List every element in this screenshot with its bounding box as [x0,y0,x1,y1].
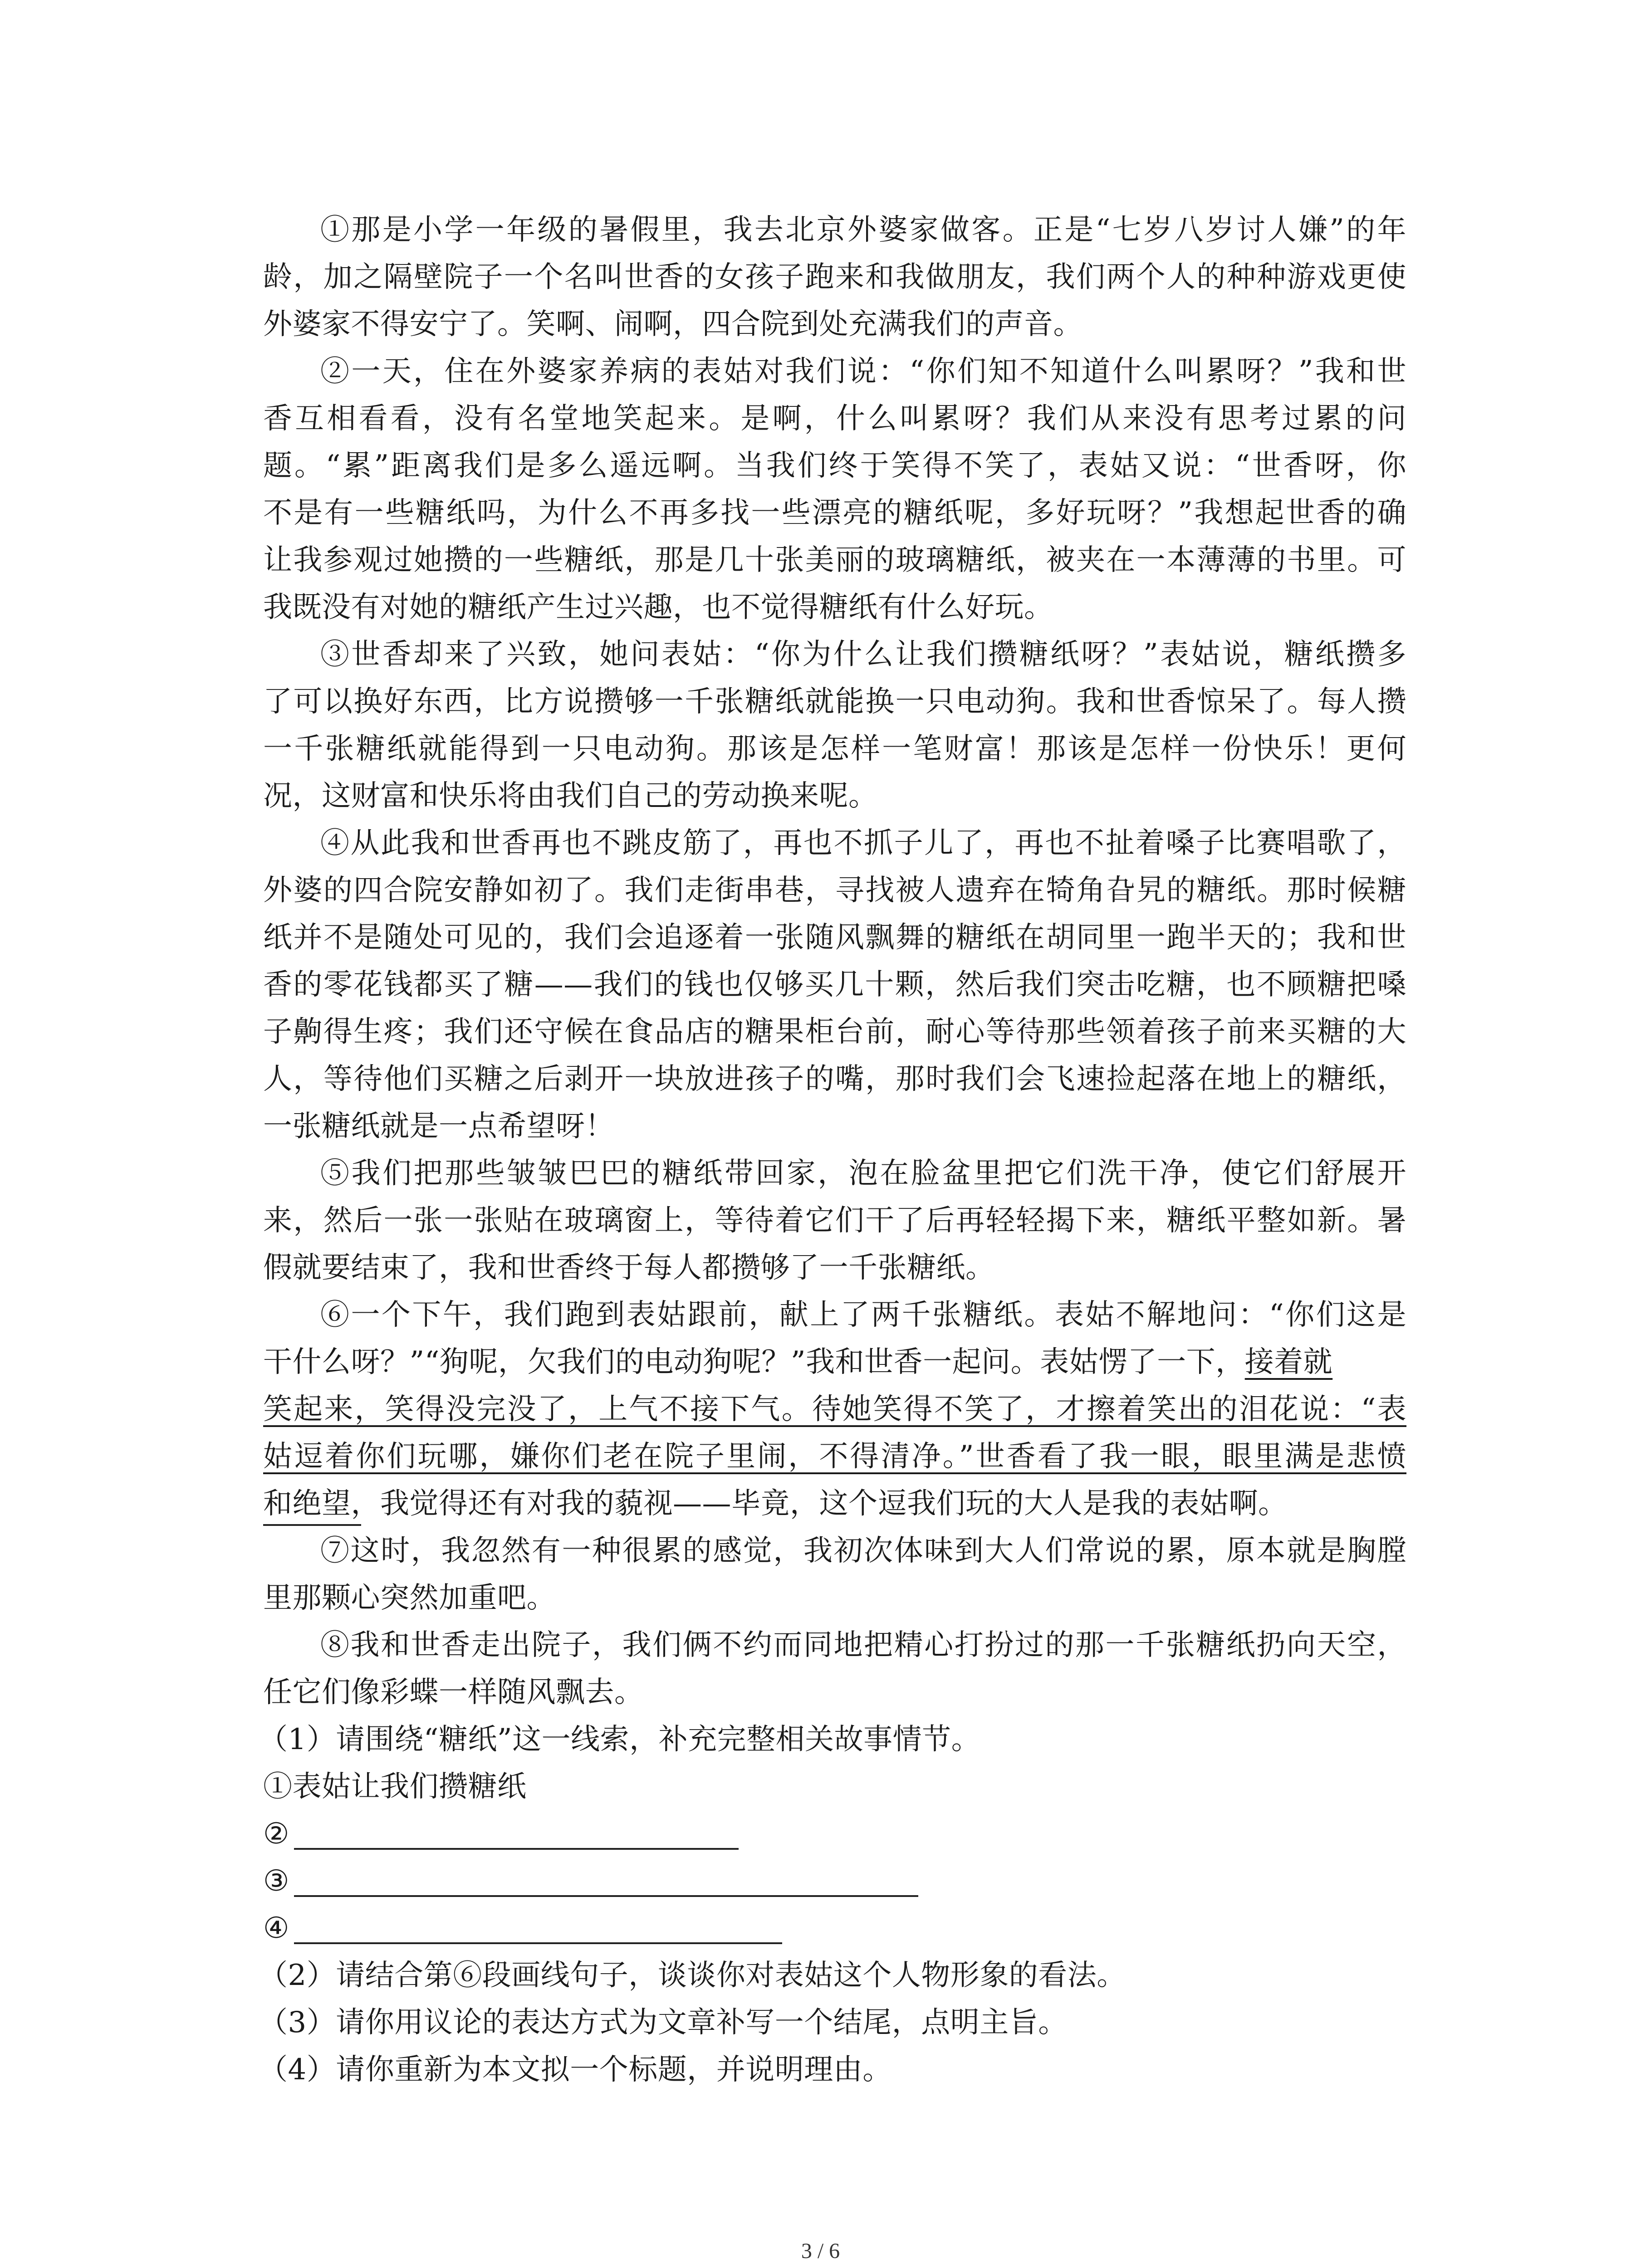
underlined-sentence-line-3: 姑逗着你们玩哪，嫌你们老在院子里闹，不得清净。”世香看了我一眼，眼里满是悲愤 [263,1440,1406,1473]
para-4-line-4: 香的零花钱都买了糖——我们的钱也仅够买几十颗，然后我们突击吃糖，也不顾糖把嗓 [263,968,1406,1002]
para-1-line-2: 龄，加之隔壁院子一个名叫世香的女孩子跑来和我做朋友，我们两个人的种种游戏更使 [263,260,1406,294]
page-number: 3 / 6 [801,2239,840,2263]
underline-mark-end [263,1524,361,1526]
para-2-line-6: 我既没有对她的糖纸产生过兴趣，也不觉得糖纸有什么好玩。 [263,591,1053,624]
para-5-line-1: ⑤我们把那些皱皱巴巴的糖纸带回家，泡在脸盆里把它们洗干净，使它们舒展开 [320,1157,1406,1190]
para-2-line-4: 不是有一些糖纸吗，为什么不再多找一些漂亮的糖纸呢，多好玩呀？”我想起世香的确 [263,496,1406,530]
para-7-line-1: ⑦这时，我忽然有一种很累的感觉，我初次体味到大人们常说的累，原本就是胸膛 [320,1534,1406,1568]
para-6-line-1: ⑥一个下午，我们跑到表姑跟前，献上了两千张糖纸。表姑不解地问：“你们这是 [320,1298,1406,1332]
para-4-line-3: 纸并不是随处可见的，我们会追逐着一张随风飘舞的糖纸在胡同里一跑半天的；我和世 [263,921,1406,954]
para-5-line-3: 假就要结束了，我和世香终于每人都攒够了一千张糖纸。 [263,1251,995,1285]
question-1-item-2-label: ② [263,1817,289,1851]
para-2-line-3: 题。“累”距离我们是多么遥远啊。当我们终于笑得不笑了，表姑又说：“世香呀，你 [263,449,1406,483]
underlined-sentence-start: 接着就 [1244,1345,1333,1379]
para-4-line-1: ④从此我和世香再也不跳皮筋了，再也不抓子儿了，再也不扯着嗓子比赛唱歌了， [320,826,1406,860]
para-2-line-5: 让我参观过她攒的一些糖纸，那是几十张美丽的玻璃糖纸，被夹在一本薄薄的书里。可 [263,543,1406,577]
para-2-line-1: ②一天，住在外婆家养病的表姑对我们说：“你们知不知道什么叫累呀？”我和世 [320,355,1406,388]
para-3-line-4: 况，这财富和快乐将由我们自己的劳动换来呢。 [263,779,878,813]
answer-blank-4[interactable] [294,1942,782,1944]
para-4-line-5: 子齁得生疼；我们还守候在食品店的糖果柜台前，耐心等待那些领着孩子前来买糖的大 [263,1015,1406,1049]
para-6-line-2-text: 干什么呀？”“狗呢，欠我们的电动狗呢？”我和世香一起问。表姑愣了一下， [263,1345,1245,1379]
para-6-line-5: 和绝望，我觉得还有对我的藐视——毕竟，这个逗我们玩的大人是我的表姑啊。 [263,1487,1288,1520]
para-4-line-2: 外婆的四合院安静如初了。我们走街串巷，寻找被人遗弃在犄角旮旯的糖纸。那时候糖 [263,874,1406,907]
para-8-line-2: 任它们像彩蝶一样随风飘去。 [263,1676,644,1709]
answer-blank-2[interactable] [294,1848,739,1850]
para-4-line-7: 一张糖纸就是一点希望呀！ [263,1110,614,1143]
question-1-item-4-label: ④ [263,1911,289,1945]
question-3: （3）请你用议论的表达方式为文章补写一个结尾，点明主旨。 [259,2006,1068,2039]
para-2-line-2: 香互相看看，没有名堂地笑起来。是啊，什么叫累呀？我们从来没有思考过累的问 [263,402,1406,435]
para-4-line-6: 人，等待他们买糖之后剥开一块放进孩子的嘴，那时我们会飞速捡起落在地上的糖纸， [263,1062,1406,1096]
para-3-line-1: ③世香却来了兴致，她问表姑：“你为什么让我们攒糖纸呀？”表姑说，糖纸攒多 [320,638,1406,671]
para-7-line-2: 里那颗心突然加重吧。 [263,1581,556,1615]
question-1-item-1: ①表姑让我们攒糖纸 [263,1770,527,1804]
question-4: （4）请你重新为本文拟一个标题，并说明理由。 [259,2053,892,2087]
question-1: （1）请围绕“糖纸”这一线索，补充完整相关故事情节。 [259,1723,981,1756]
answer-blank-3[interactable] [294,1895,918,1897]
para-6-line-2 [263,1339,1406,1386]
para-3-line-3: 一千张糖纸就能得到一只电动狗。那该是怎样一笔财富！那该是怎样一份快乐！更何 [263,732,1406,766]
underlined-sentence-line-2: 笑起来，笑得没完没了，上气不接下气。待她笑得不笑了，才擦着笑出的泪花说：“表 [263,1393,1406,1426]
para-8-line-1: ⑧我和世香走出院子，我们俩不约而同地把精心打扮过的那一千张糖纸扔向天空， [320,1628,1406,1662]
para-1-line-1: ①那是小学一年级的暑假里，我去北京外婆家做客。正是“七岁八岁讨人嫌”的年 [320,213,1406,247]
para-3-line-2: 了可以换好东西，比方说攒够一千张糖纸就能换一只电动狗。我和世香惊呆了。每人攒 [263,685,1406,719]
question-2: （2）请结合第⑥段画线句子，谈谈你对表姑这个人物形象的看法。 [259,1959,1126,1992]
para-1-line-3: 外婆家不得安宁了。笑啊、闹啊，四合院到处充满我们的声音。 [263,308,1083,341]
question-1-item-3-label: ③ [263,1864,289,1898]
para-5-line-2: 来，然后一张一张贴在玻璃窗上，等待着它们干了后再轻轻揭下来，糖纸平整如新。暑 [263,1204,1406,1237]
